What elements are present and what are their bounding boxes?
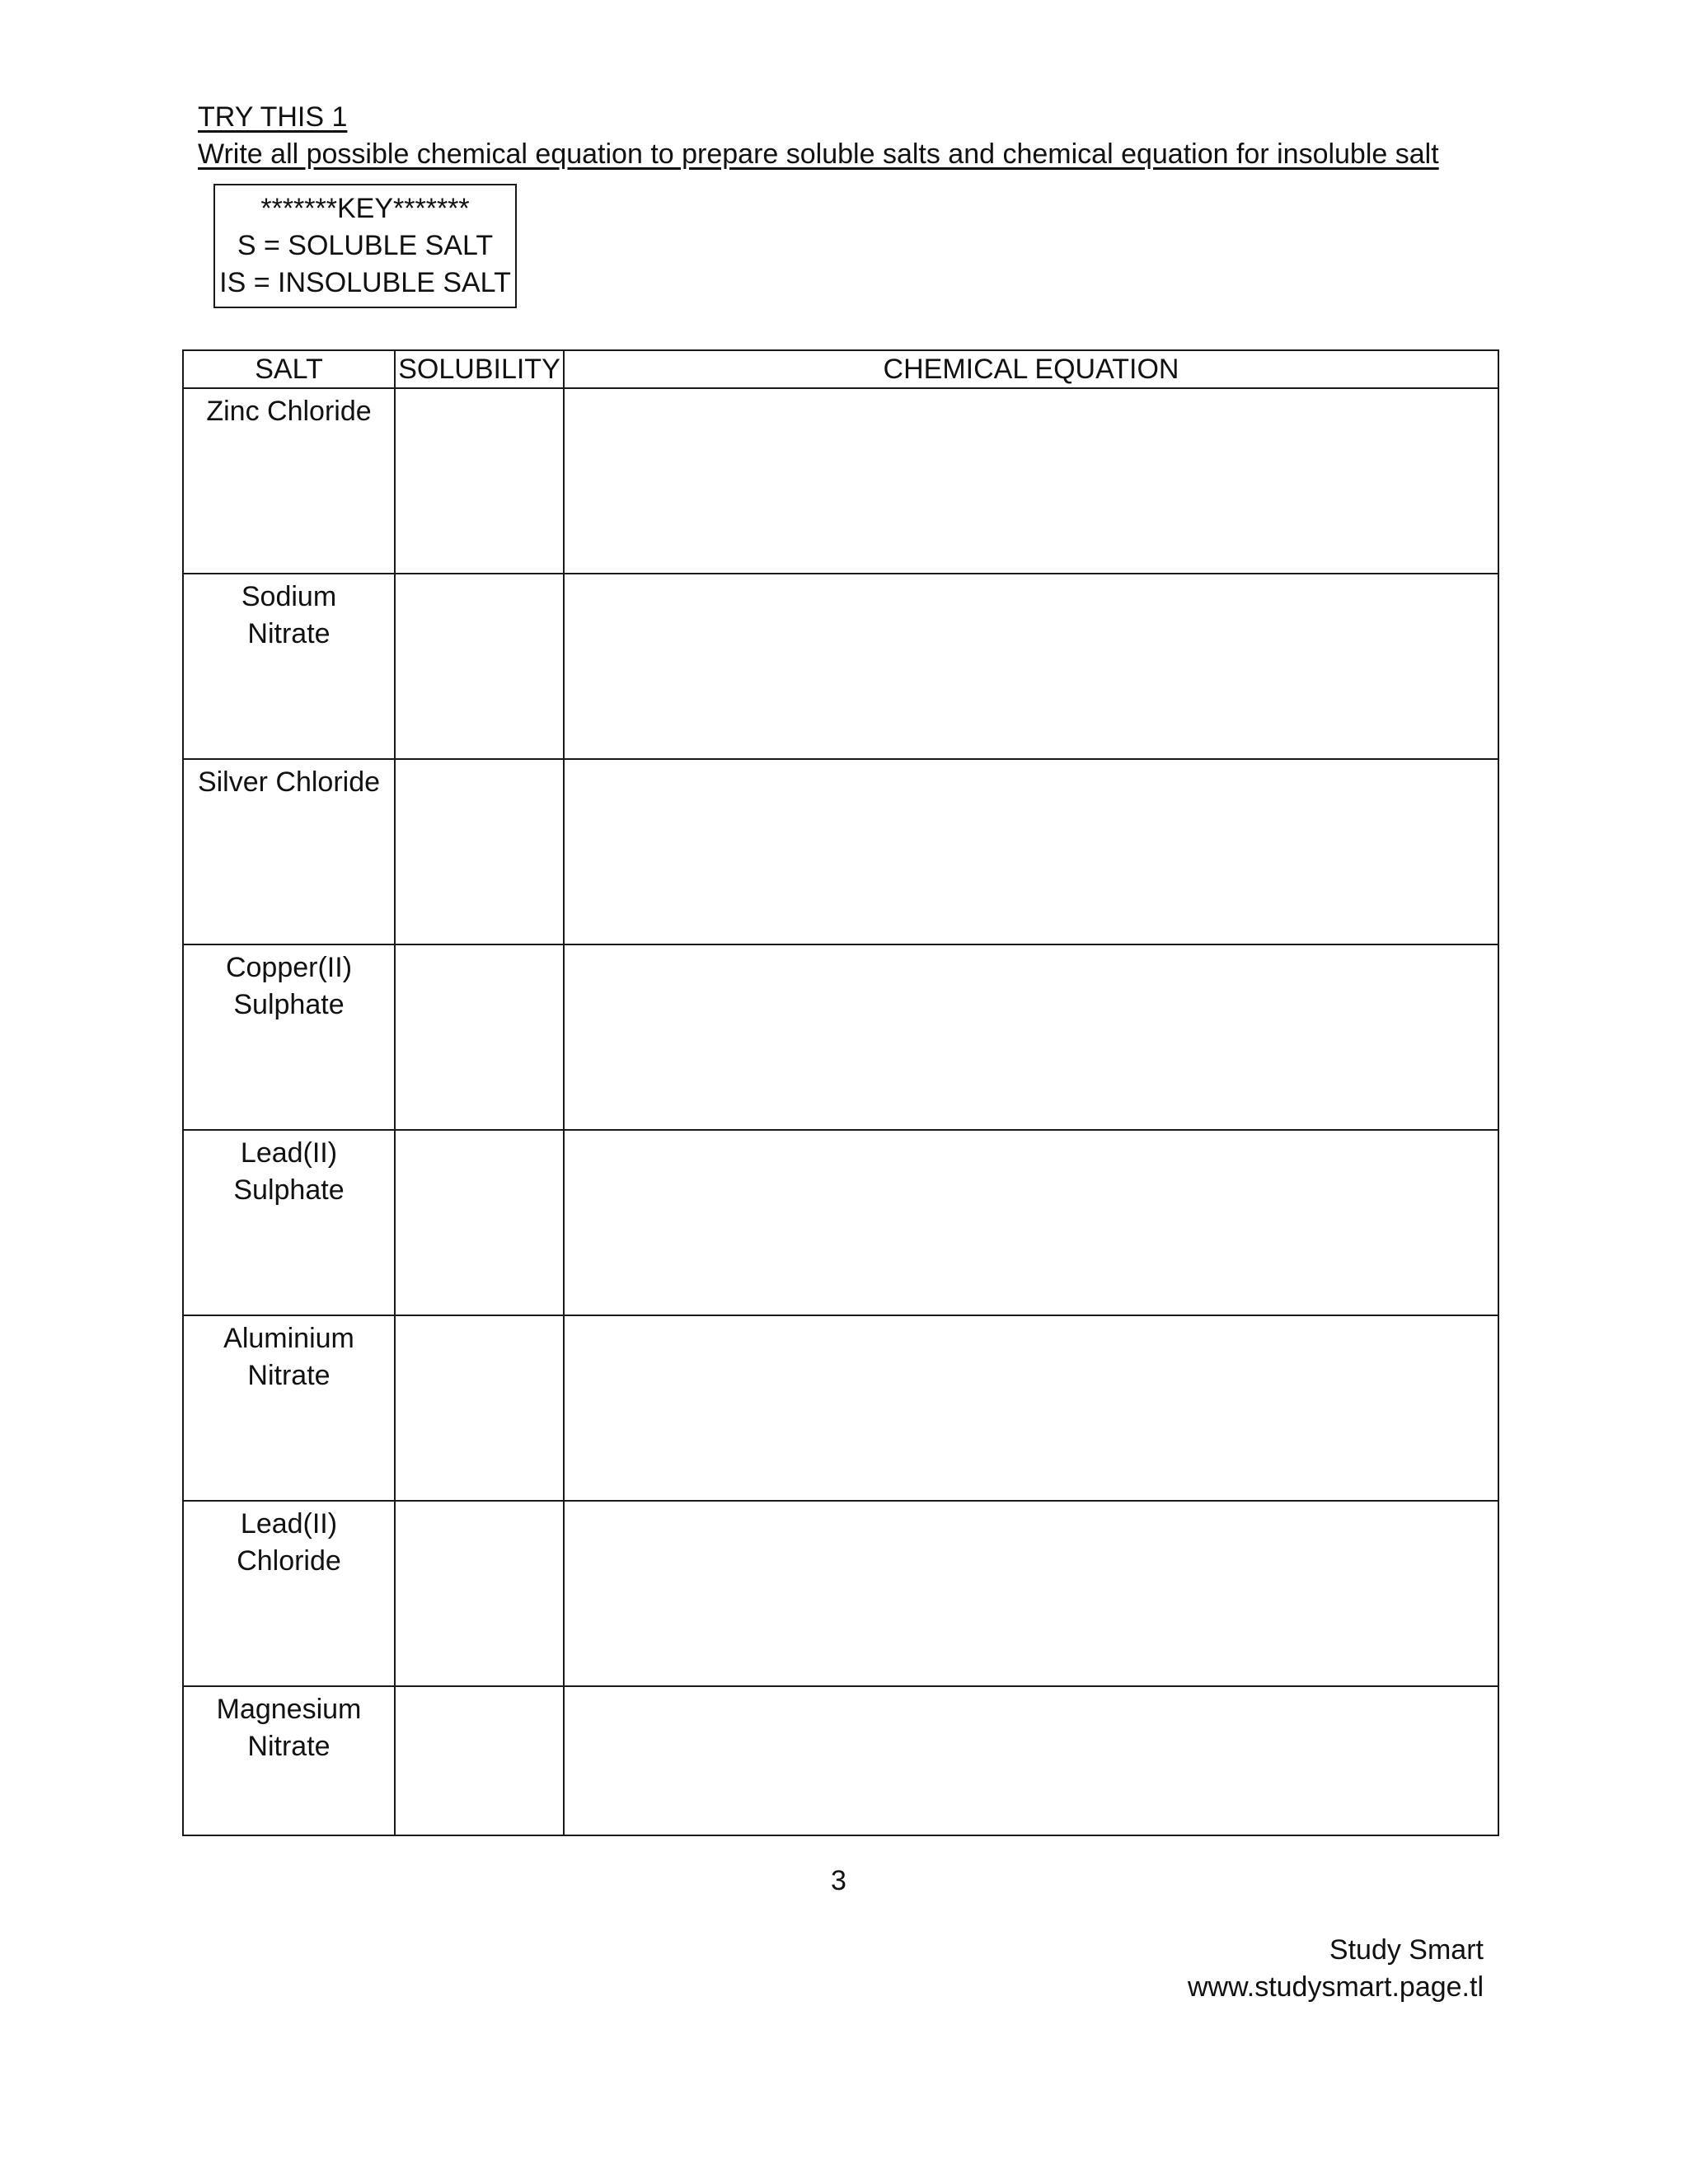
equation-answer-cell[interactable] — [564, 759, 1498, 944]
salt-name-line: Lead(II) — [240, 1508, 338, 1540]
key-insoluble-entry: IS = INSOLUBLE SALT — [219, 267, 511, 298]
table-row — [183, 574, 1498, 759]
salt-name-line: Nitrate — [247, 1360, 331, 1391]
footer-brand-name: Study Smart — [1329, 1934, 1484, 1966]
equation-answer-cell[interactable] — [564, 1686, 1498, 1835]
table-row — [183, 1686, 1498, 1835]
table-row — [183, 759, 1498, 944]
exercise-instruction: Write all possible chemical equation to prepare soluble salts and chemical equation for insoluble salt — [198, 138, 1439, 170]
solubility-answer-cell[interactable] — [395, 1130, 564, 1315]
salt-name-cell — [183, 1686, 395, 1835]
table-row — [183, 1315, 1498, 1501]
table-row — [183, 1130, 1498, 1315]
solubility-answer-cell[interactable] — [395, 388, 564, 574]
column-header-salt: SALT — [183, 350, 395, 388]
salt-name-line: Nitrate — [247, 618, 331, 649]
solubility-answer-cell[interactable] — [395, 574, 564, 759]
salt-name-line: Sulphate — [233, 1174, 345, 1206]
salt-name-cell — [183, 1501, 395, 1686]
salt-name-cell — [183, 759, 395, 944]
column-header-solubility: SOLUBILITY — [395, 350, 564, 388]
page-number: 3 — [831, 1865, 846, 1896]
solubility-answer-cell[interactable] — [395, 759, 564, 944]
table-header-row — [183, 350, 1498, 388]
table-row — [183, 944, 1498, 1130]
equation-answer-cell[interactable] — [564, 1130, 1498, 1315]
salt-name-line: Silver Chloride — [197, 766, 381, 798]
salt-name-line: Sulphate — [233, 989, 345, 1020]
footer-website-url: www.studysmart.page.tl — [1187, 1971, 1484, 2003]
salt-name-cell — [183, 1315, 395, 1501]
salt-name-line: Chloride — [237, 1545, 341, 1577]
equation-answer-cell[interactable] — [564, 574, 1498, 759]
salt-name-line: Copper(II) — [225, 952, 353, 983]
salt-name-cell — [183, 574, 395, 759]
equation-answer-cell[interactable] — [564, 1315, 1498, 1501]
table-row — [183, 1501, 1498, 1686]
equation-answer-cell[interactable] — [564, 1501, 1498, 1686]
column-header-chemical-equation: CHEMICAL EQUATION — [564, 350, 1498, 388]
solubility-answer-cell[interactable] — [395, 1315, 564, 1501]
solubility-answer-cell[interactable] — [395, 944, 564, 1130]
salt-name-line: Nitrate — [247, 1731, 331, 1762]
salt-worksheet-table — [182, 349, 1499, 1836]
salt-name-line: Lead(II) — [240, 1137, 338, 1169]
salt-name-line: Sodium — [241, 581, 337, 612]
salt-name-line: Aluminium — [223, 1323, 354, 1354]
equation-answer-cell[interactable] — [564, 944, 1498, 1130]
equation-answer-cell[interactable] — [564, 388, 1498, 574]
salt-name-line: Zinc Chloride — [206, 396, 372, 427]
key-heading: *******KEY******* — [260, 193, 470, 224]
table-row — [183, 388, 1498, 574]
salt-name-line: Magnesium — [216, 1694, 362, 1725]
solubility-answer-cell[interactable] — [395, 1686, 564, 1835]
solubility-answer-cell[interactable] — [395, 1501, 564, 1686]
salt-name-cell — [183, 944, 395, 1130]
exercise-title: TRY THIS 1 — [198, 101, 348, 133]
salt-name-cell — [183, 388, 395, 574]
key-soluble-entry: S = SOLUBLE SALT — [237, 230, 494, 261]
key-legend-box — [213, 184, 517, 308]
salt-name-cell — [183, 1130, 395, 1315]
